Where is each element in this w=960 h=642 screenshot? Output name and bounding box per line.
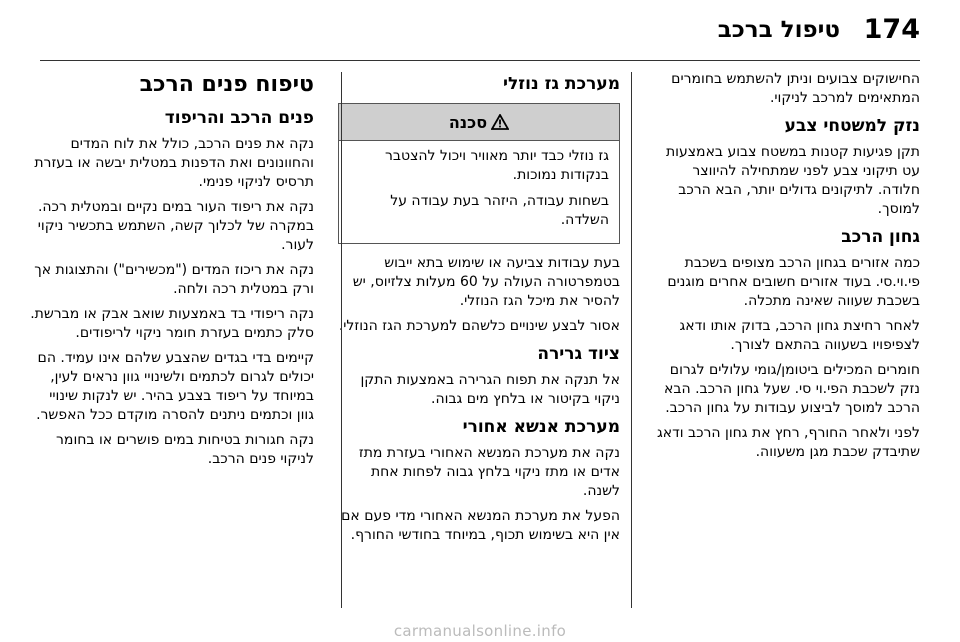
underbody-paragraph-4: לפני ולאחר החורף, רחץ את גחון הרכב ודאג שתיבדק שכבת מגן משעווה. (656, 425, 920, 460)
interior-paragraph-3: נקה את ריכוז המדים ("מכשירים") והתצוגות אך ורק במטלית רכה ולחה. (34, 262, 314, 297)
section-heading-lpg: מערכת גז נוזלי (503, 74, 620, 94)
underbody-paragraph-3: חומרים המכילים ביטומן/גומי עלולים לגרום נזק לשכבת הפי.וי סי. שעל גחון הרכב. הבא הרכב למוסך לביצוע עבודות על גחון הרכב. (664, 362, 920, 416)
watermark-url: carmanualsonline.info (393, 622, 567, 640)
section-heading-towing: ציוד גרירה (537, 344, 620, 364)
lpg-paragraph-1: בעת עבודות צביעה או שימוש בתא ייבוש בטמפרטורה העולה על 60 מעלות צלזיוס, יש להסיר את מיכל הגז הנוזלי. (352, 255, 620, 309)
page-number: 174 (863, 14, 920, 45)
running-title: טיפול ברכב (717, 17, 840, 43)
rear-carrier-paragraph-1: נקה את מערכת המנשא האחורי בעזרת מתז אדים או מתז ניקוי בלחץ גבוה לפחות אחת לשנה. (358, 445, 620, 499)
danger-body (339, 141, 619, 243)
column-divider (631, 72, 632, 608)
interior-paragraph-2: נקה את ריפוד העור במים נקיים ובמטלית רכה. במקרה של לכלוך קשה, השתמש בתכשיר ניקוי לעור. (37, 199, 314, 253)
section-heading-interior-upholstery: פנים הרכב והריפוד (164, 108, 314, 128)
paint-damage-text: תקן פגיעות קטנות במשטח צבוע באמצעות עט תיקוני צבע לפני שמתחילה להיווצר חלודה. לתיקונים גדולים יותר, הבא הרכב למוסך. (665, 144, 920, 217)
header-divider (40, 60, 920, 61)
danger-title: סכנה (448, 112, 488, 132)
warning-triangle-icon (491, 114, 509, 130)
column-left (28, 70, 314, 610)
danger-text-1: גז נוזלי כבד יותר מאוויר ויכול להצטבר בנקודות נמוכות. (385, 148, 609, 183)
towing-text: אל תנקה את תפוח הגרירה באמצעות התקן ניקוי בקיטור או בלחץ מים גבוה. (360, 372, 620, 407)
page-header (0, 0, 960, 62)
column-middle (338, 70, 620, 610)
interior-paragraph-4: נקה ריפודי בד באמצעות שואב אבק או מברשת. סלק כתמים בעזרת חומר ניקוי לריפודים. (30, 306, 314, 341)
danger-box (338, 103, 620, 244)
section-heading-paint-damage: נזק למשטחי צבע (784, 116, 920, 136)
underbody-paragraph-1: כמה אזורים בגחון הרכב מצופים בשכבת פי.וי.סי. בעוד אזורים חשובים אחרים מוגנים בשכבת שעווה שאינה מתכלה. (667, 255, 920, 309)
interior-paragraph-6: נקה חגורות בטיחות במים פושרים או בחומר לניקוי פנים הרכב. (56, 432, 314, 467)
danger-header (339, 104, 619, 141)
rear-carrier-paragraph-2: הפעל את מערכת המנשא האחורי מדי פעם אם אין היא בשימוש תכוף, במיוחד בחודשי החורף. (341, 508, 620, 543)
section-title-interior-care: טיפוח פנים הרכב (139, 72, 314, 97)
interior-paragraph-1: נקה את פנים הרכב, כולל את לוח המדים והחוונונים ואת הדפנות במטלית יבשה או בעזרת תרסיס לניקוי פנימי. (34, 136, 314, 190)
column-right (648, 70, 920, 610)
lpg-paragraph-2: אסור לבצע שינויים כלשהם למערכת הגז הנוזלי. (338, 318, 620, 334)
section-heading-underbody: גחון הרכב (841, 227, 920, 247)
section-heading-rear-carrier: מערכת אנשא אחורי (462, 417, 620, 437)
underbody-paragraph-2: לאחר רחיצת גחון הרכב, בדוק אותו ודאג לצפיפויו בשעווה בהתאם לצורך. (679, 318, 920, 353)
danger-text-2: בשחות עבודה, היזהר בעת עבודה על השלדה. (390, 193, 609, 228)
interior-paragraph-5: קיימים בדי בגדים שהצבע שלהם אינו עמיד. הם יכולים לגרום לכתמים ולשינויי גוון נראים לעין, במיוחד על ריפוד בצבע בהיר. יש לנקות שינויי גוון וכתמים ניתנים להסרה מוקדם ככל האפשר. (36, 350, 314, 423)
column-divider (341, 72, 342, 608)
intro-paragraph: החישוקים צבועים וניתן להשתמש בחומרים המתאימים למרכב לניקוי. (671, 71, 920, 106)
